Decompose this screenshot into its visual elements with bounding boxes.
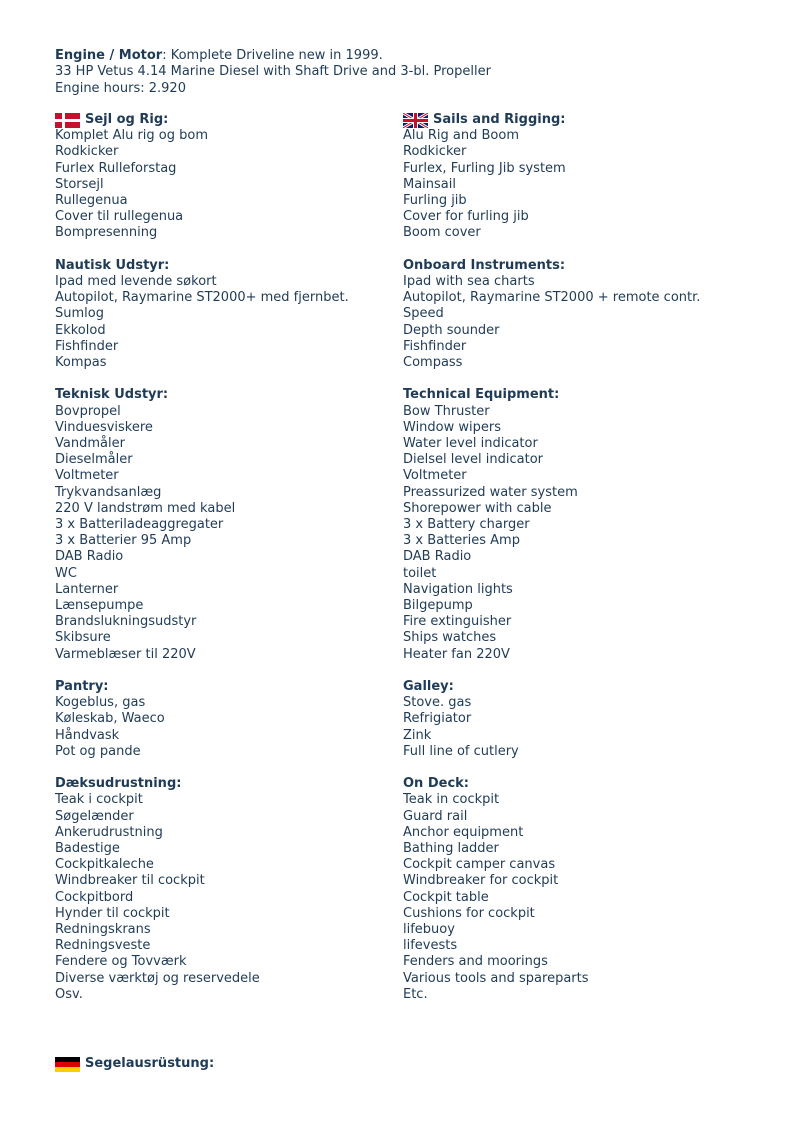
list-item: Heater fan 220V — [403, 646, 510, 662]
section-heading — [403, 776, 783, 792]
list-item: Ipad with sea charts — [403, 273, 535, 289]
section — [55, 112, 395, 242]
section — [55, 387, 395, 662]
list-item: Sumlog — [55, 306, 104, 322]
list-item: Cockpitbord — [55, 889, 134, 905]
list-item: Rodkicker — [55, 144, 119, 160]
list-item: Autopilot, Raymarine ST2000 + remote contr. — [403, 290, 701, 306]
section — [55, 679, 395, 760]
list-item: Shorepower with cable — [403, 500, 552, 516]
list-item: 3 x Batteriladeaggregater — [55, 517, 224, 532]
list-item: Bow Thruster — [403, 403, 490, 419]
list-item: lifebuoy — [403, 922, 455, 938]
section-heading-text: On Deck: — [403, 776, 469, 792]
list-item: WC — [55, 565, 77, 581]
list-item: Depth sounder — [403, 322, 500, 338]
section-heading-text: Technical Equipment: — [403, 387, 560, 403]
section-heading — [403, 679, 783, 695]
list-item: 3 x Batteries Amp — [403, 533, 520, 549]
list-item: Håndvask — [55, 727, 120, 743]
list-item: Preassurized water system — [403, 484, 578, 500]
section — [403, 387, 783, 662]
list-item: Ankerudrustning — [55, 824, 163, 840]
list-item: Voltmeter — [55, 468, 119, 484]
list-item: Lænsepumpe — [55, 598, 144, 614]
list-item: Dieselmåler — [55, 452, 133, 468]
list-item: Vinduesviskere — [55, 419, 153, 435]
list-item: Bompresenning — [55, 225, 158, 241]
list-item: Alu Rig and Boom — [403, 128, 519, 144]
list-item: Windbreaker for cockpit — [403, 873, 559, 889]
section-heading — [55, 776, 395, 792]
list-item: Redningsveste — [55, 938, 151, 954]
list-item: Bovpropel — [55, 403, 121, 419]
germany-flag-icon — [55, 1057, 80, 1072]
list-item: Trykvandsanlæg — [55, 484, 162, 500]
list-item: Fishfinder — [403, 338, 467, 354]
section-heading — [55, 679, 395, 695]
list-item: Teak i cockpit — [55, 792, 143, 808]
list-item: Anchor equipment — [403, 824, 524, 840]
list-item: Furling jib — [403, 193, 467, 208]
list-item: Refrigiator — [403, 711, 472, 727]
section-heading — [55, 258, 395, 274]
list-item: Cockpitkaleche — [55, 857, 154, 873]
list-item: Cover til rullegenua — [55, 209, 184, 225]
list-item: Various tools and spareparts — [403, 970, 589, 986]
list-item: toilet — [403, 565, 437, 581]
list-item: Fendere og Tovværk — [55, 954, 187, 970]
section-heading-text: Sejl og Rig: — [85, 112, 169, 127]
list-item: 3 x Batterier 95 Amp — [55, 533, 192, 549]
section — [55, 258, 395, 371]
list-item: Fenders and moorings — [403, 954, 548, 970]
list-item: Window wipers — [403, 419, 502, 435]
list-item: Stove. gas — [403, 695, 472, 711]
list-item: Brandslukningsudstyr — [55, 614, 197, 630]
list-item: 3 x Battery charger — [403, 517, 530, 532]
list-item: Zink — [403, 727, 432, 743]
list-item: Full line of cutlery — [403, 743, 519, 759]
section-heading — [403, 387, 783, 403]
list-item: Ships watches — [403, 630, 497, 646]
english-column — [403, 112, 783, 1003]
list-item: Compass — [403, 355, 463, 370]
section-heading-text: Pantry: — [55, 679, 109, 695]
list-item: DAB Radio — [55, 549, 124, 565]
section — [403, 776, 783, 1003]
german-heading-text: Segelausrüstung: — [85, 1056, 215, 1071]
list-item: Fire extinguisher — [403, 614, 512, 630]
section — [403, 112, 783, 242]
list-item: Diverse værktøj og reservedele — [55, 970, 260, 986]
german-heading — [55, 1056, 214, 1072]
engine-hours: Engine hours: 2.920 — [55, 80, 186, 96]
list-item: Bathing ladder — [403, 841, 499, 856]
list-item: Redningskrans — [55, 922, 151, 938]
list-item: Køleskab, Waeco — [55, 711, 165, 727]
list-item: Furlex, Furling Jib system — [403, 160, 566, 176]
list-item: Ekkolod — [55, 322, 106, 338]
list-item: Dielsel level indicator — [403, 452, 544, 468]
uk-flag-icon — [403, 113, 428, 128]
list-item: Cover for furling jib — [403, 209, 529, 225]
list-item: Komplet Alu rig og bom — [55, 128, 209, 144]
list-item: Bilgepump — [403, 598, 473, 614]
section-heading-text: Dæksudrustning: — [55, 776, 182, 792]
section-heading-text: Nautisk Udstyr: — [55, 257, 170, 273]
list-item: Windbreaker til cockpit — [55, 873, 205, 889]
list-item: Voltmeter — [403, 468, 467, 484]
list-item: Rodkicker — [403, 144, 467, 160]
list-item: DAB Radio — [403, 549, 472, 565]
list-item: Varmeblæser til 220V — [55, 646, 196, 662]
section — [55, 776, 395, 1003]
list-item: Furlex Rulleforstag — [55, 160, 177, 176]
section-heading-text: Teknisk Udstyr: — [55, 387, 169, 403]
list-item: Pot og pande — [55, 743, 141, 759]
list-item: Navigation lights — [403, 581, 513, 597]
list-item: 220 V landstrøm med kabel — [55, 500, 236, 516]
list-item: Hynder til cockpit — [55, 905, 170, 921]
engine-text: : Komplete Driveline new in 1999. — [162, 48, 383, 63]
engine-section — [55, 48, 491, 97]
denmark-flag-icon — [55, 113, 80, 128]
list-item: Boom cover — [403, 225, 481, 241]
list-item: Ipad med levende søkort — [55, 273, 217, 289]
list-item: Mainsail — [403, 176, 456, 192]
list-item: Søgelænder — [55, 808, 134, 824]
section — [403, 258, 783, 371]
list-item: Autopilot, Raymarine ST2000+ med fjernbet. — [55, 290, 349, 306]
section-heading — [55, 112, 395, 128]
list-item: Vandmåler — [55, 435, 125, 451]
section — [403, 679, 783, 760]
list-item: Kogeblus, gas — [55, 695, 146, 711]
engine-label: Engine / Motor — [55, 48, 163, 63]
section-heading — [55, 387, 395, 403]
engine-line-2: 33 HP Vetus 4.14 Marine Diesel with Shaft Drive and 3-bl. Propeller — [55, 64, 491, 80]
list-item: Badestige — [55, 841, 120, 856]
danish-column — [55, 112, 395, 1003]
list-item: Speed — [403, 306, 444, 322]
list-item: Rullegenua — [55, 193, 128, 208]
section-heading — [403, 258, 783, 274]
list-item: Kompas — [55, 355, 107, 370]
list-item: Cushions for cockpit — [403, 905, 535, 921]
section-heading-text: Onboard Instruments: — [403, 257, 566, 273]
list-item: Cockpit camper canvas — [403, 857, 556, 873]
list-item: Osv. — [55, 986, 83, 1002]
section-heading — [403, 112, 783, 128]
list-item: Storsejl — [55, 176, 104, 192]
list-item: Etc. — [403, 986, 428, 1002]
list-item: Water level indicator — [403, 435, 538, 451]
list-item: Skibsure — [55, 630, 111, 646]
section-heading-text: Galley: — [403, 679, 454, 695]
list-item: Fishfinder — [55, 338, 119, 354]
section-heading-text: Sails and Rigging: — [433, 112, 566, 127]
list-item: lifevests — [403, 938, 458, 954]
list-item: Guard rail — [403, 808, 468, 824]
list-item: Teak in cockpit — [403, 792, 500, 808]
list-item: Lanterner — [55, 581, 119, 597]
list-item: Cockpit table — [403, 889, 489, 905]
